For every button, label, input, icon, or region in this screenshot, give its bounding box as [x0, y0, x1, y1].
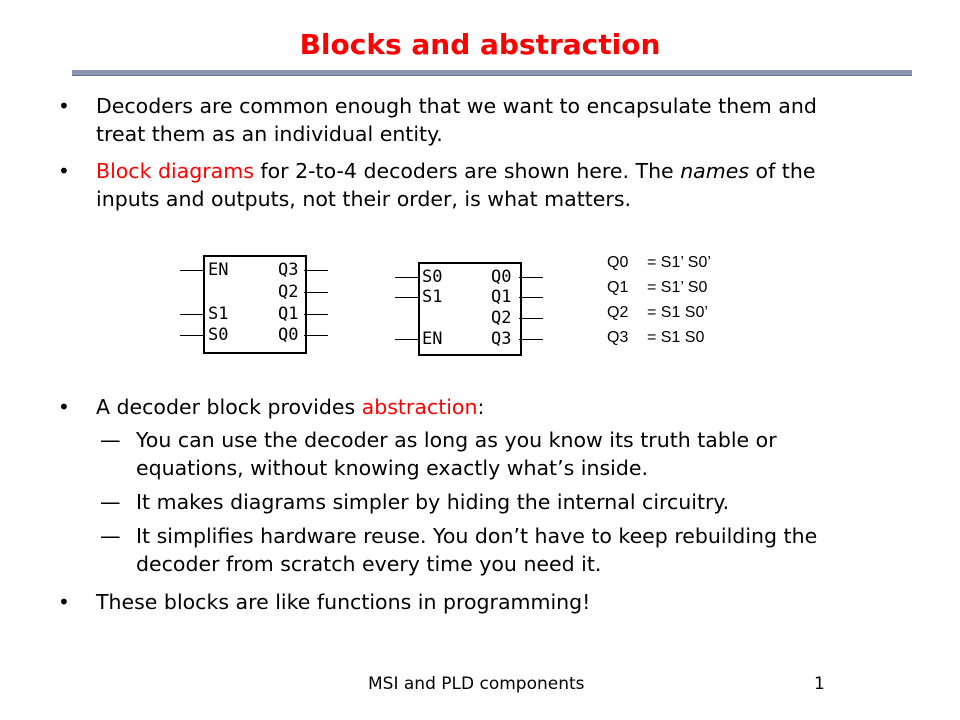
equation-output: Q1	[607, 279, 629, 296]
equation-output: Q2	[607, 304, 629, 321]
bullet-2-line-1	[96, 157, 876, 185]
equation-expression: = S1’ S0	[647, 279, 708, 296]
pin-right-q0: Q0	[491, 267, 512, 287]
pin-right-s1: S1	[422, 287, 443, 307]
emphasis-names: names	[680, 159, 750, 183]
wire-left-q2	[304, 292, 328, 293]
pin-left-q3: Q3	[278, 260, 299, 280]
wire-right-s0	[395, 277, 419, 278]
bullet-dot: •	[58, 94, 70, 118]
sub-bullet-1-line-2: equations, without knowing exactly what’s inside.	[136, 456, 649, 480]
wire-right-s1	[395, 297, 419, 298]
bullet-3-line-1	[96, 393, 876, 421]
pin-right-q3: Q3	[491, 329, 512, 349]
slide-title: Blocks and abstraction	[299, 28, 661, 61]
page-number: 1	[814, 674, 825, 694]
sub-bullet-dash: —	[100, 490, 121, 514]
bullet-1-line-1: Decoders are common enough that we want to encapsulate them and	[96, 94, 817, 118]
bullet-1-line-2: treat them as an individual entity.	[96, 122, 443, 146]
pin-right-en: EN	[422, 329, 443, 349]
equation-expression: = S1 S0	[647, 329, 705, 346]
bullet-3-text-a: A decoder block provides	[96, 395, 362, 419]
sub-bullet-1-line-1: You can use the decoder as long as you know its truth table or	[136, 428, 777, 452]
sub-bullet-3-line-2: decoder from scratch every time you need it.	[136, 552, 602, 576]
wire-left-q1	[304, 314, 328, 315]
pin-right-q1: Q1	[491, 287, 512, 307]
wire-right-q3	[519, 339, 543, 340]
wire-right-en	[395, 339, 419, 340]
pin-left-q1: Q1	[278, 304, 299, 324]
equation-output: Q0	[607, 254, 629, 271]
title-divider	[72, 70, 912, 76]
bullet-2-line-2: inputs and outputs, not their order, is what matters.	[96, 187, 632, 211]
sub-bullet-1	[100, 426, 890, 482]
pin-right-s0: S0	[422, 267, 443, 287]
bullet-3-text-b: :	[477, 395, 485, 419]
equation-expression: = S1 S0’	[647, 304, 708, 321]
pin-left-s0: S0	[208, 325, 229, 345]
equation-output: Q3	[607, 329, 629, 346]
pin-left-q2: Q2	[278, 282, 299, 302]
bullet-4-line-1: These blocks are like functions in programming!	[96, 590, 591, 614]
wire-right-q1	[519, 297, 543, 298]
wire-right-q2	[519, 318, 543, 319]
highlight-abstraction: abstraction	[361, 395, 478, 419]
bullet-dot: •	[58, 590, 70, 614]
footer-title: MSI and PLD components	[368, 674, 585, 694]
sub-bullet-dash: —	[100, 524, 121, 548]
bullet-2-text-a: for 2-to-4 decoders are shown here. The	[253, 159, 681, 183]
wire-left-q3	[304, 270, 328, 271]
bullet-1	[58, 92, 878, 148]
pin-left-s1: S1	[208, 304, 229, 324]
bullet-dot: •	[58, 159, 70, 183]
bullet-2	[58, 157, 878, 213]
pin-left-en: EN	[208, 260, 229, 280]
pin-left-q0: Q0	[278, 325, 299, 345]
sub-bullet-3-line-1: It simplifies hardware reuse. You don’t have to keep rebuilding the	[136, 524, 818, 548]
bullet-3	[58, 393, 878, 421]
sub-bullet-2-line-1: It makes diagrams simpler by hiding the internal circuitry.	[136, 490, 730, 514]
equation-expression: = S1’ S0’	[647, 254, 711, 271]
sub-bullet-dash: —	[100, 428, 121, 452]
wire-left-s0	[180, 335, 204, 336]
bullet-4	[58, 588, 878, 616]
bullet-dot: •	[58, 395, 70, 419]
wire-left-en	[180, 270, 204, 271]
pin-right-q2: Q2	[491, 308, 512, 328]
sub-bullet-2	[100, 488, 890, 516]
sub-bullet-3	[100, 522, 890, 578]
highlight-block-diagrams: Block diagrams	[96, 159, 254, 183]
bullet-2-text-b: of the	[749, 159, 816, 183]
wire-right-q0	[519, 277, 543, 278]
wire-left-s1	[180, 314, 204, 315]
wire-left-q0	[304, 335, 328, 336]
